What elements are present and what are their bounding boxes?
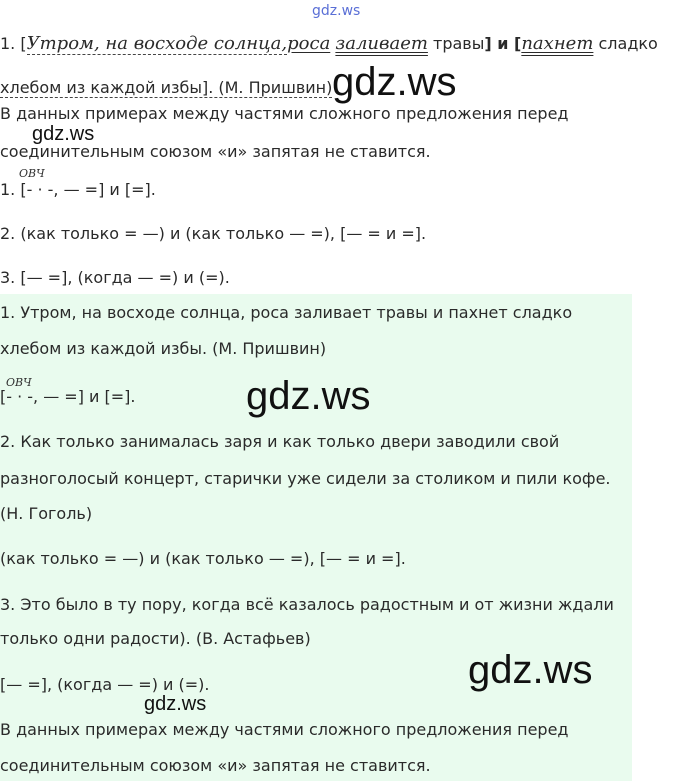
watermark-2: gdz.ws <box>32 123 95 145</box>
note-top-line-2: соединительным союзом «и» запятая не ставится. <box>0 142 431 161</box>
sentence-1-adverbial: Утром, на восходе солнца, <box>26 33 288 54</box>
watermark-4: gdz.ws <box>468 648 593 692</box>
example-1-line-2: хлебом из каждой избы. (М. Пришвин) <box>0 339 327 358</box>
scheme-2: 2. (как только = —) и (как только — =), [— = и =]. <box>0 224 427 243</box>
scheme-1: 1. [- · -, — =] и [=]. <box>0 180 156 199</box>
example-2-scheme: (как только = —) и (как только — =), [— = и =]. <box>0 549 406 568</box>
example-2-line-3: (Н. Гоголь) <box>0 504 93 523</box>
watermark-1: gdz.ws <box>332 60 457 104</box>
example-1-scheme: [- · -, — =] и [=]. <box>0 387 136 406</box>
watermark-3: gdz.ws <box>246 374 371 418</box>
note-green-line-2: соединительным союзом «и» запятая не ставится. <box>0 756 431 775</box>
scheme-3: 3. [— =], (когда — =) и (=). <box>0 268 230 287</box>
example-3-scheme: [— =], (когда — =) и (=). <box>0 675 210 694</box>
example-1-line-1: 1. Утром, на восходе солнца, роса заливает травы и пахнет сладко <box>0 303 573 322</box>
sentence-1-num: 1. [ <box>0 34 27 53</box>
sentence-1-line-2 <box>0 78 332 98</box>
sentence-1-adverb: сладко <box>593 34 658 53</box>
note-green-line-1: В данных примерах между частями сложного предложения перед <box>0 720 569 739</box>
sentence-1-predicate-2: пахнет <box>521 33 594 54</box>
answer-panel <box>0 294 632 781</box>
watermark-top: gdz.ws <box>312 3 361 19</box>
sentence-1-conj: ] и [ <box>484 34 522 53</box>
sentence-1-predicate: заливает <box>335 33 428 54</box>
example-2-line-1: 2. Как только занималась заря и как только двери заводили свой <box>0 432 560 451</box>
sentence-1-line-1 <box>0 34 658 54</box>
example-3-line-2: только одни радости). (В. Астафьев) <box>0 629 311 648</box>
note-top-line-1: В данных примерах между частями сложного предложения перед <box>0 104 569 123</box>
sentence-1-object: травы <box>427 34 485 53</box>
scheme-1-label: ОВЧ <box>19 167 45 180</box>
example-3-line-1: 3. Это было в ту пору, когда всё казалось радостным и от жизни ждали <box>0 595 614 614</box>
sentence-1-tail: хлебом из каждой избы]. (М. Пришвин) <box>0 78 333 97</box>
example-2-line-2: разноголосый концерт, старички уже сидели за столиком и пили кофе. <box>0 469 611 488</box>
example-1-scheme-label: ОВЧ <box>6 376 32 389</box>
sentence-1-subject: роса <box>287 33 331 54</box>
watermark-5: gdz.ws <box>144 693 207 715</box>
